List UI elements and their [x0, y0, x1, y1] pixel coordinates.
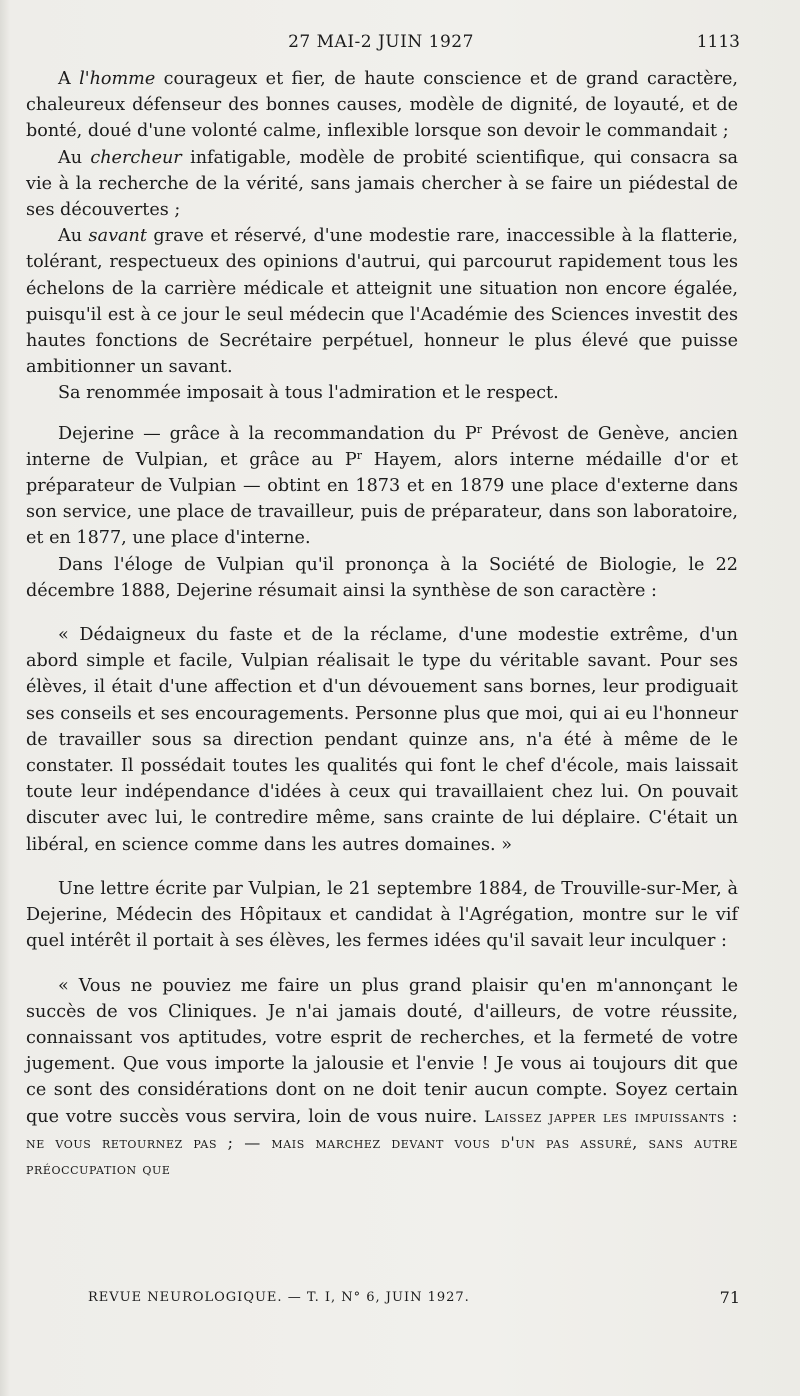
emphasis-savant: savant	[88, 226, 147, 247]
quotation-letter	[26, 973, 738, 1183]
running-header	[22, 32, 740, 54]
header-page-number: 1113	[696, 32, 740, 52]
intro-word: Au	[58, 147, 83, 168]
header-dateline: 27 MAI-2 JUIN 1927	[288, 32, 474, 52]
paragraph-lettre: Une lettre écrite par Vulpian, le 21 septembre 1884, de Trouville-sur-Mer, à Dejerine, Médecin des Hôpitaux et candidat à l'Agrégation, montre sur le vif quel intérêt il portait à ses élèves, les fermes idées qu'il savait leur inculquer :	[26, 878, 738, 952]
paragraph-savant	[26, 223, 738, 380]
paragraph-text: Hayem, alors interne médaille d'or et préparateur de Vulpian — obtint en 1873 et en 1879 une place d'externe dans son service, une place de travailleur, puis de préparateur, dans son laboratoire, et en 1877, une place d'interne.	[26, 449, 739, 549]
paragraph-dejerine-career	[26, 421, 738, 552]
paragraph-eloge: Dans l'éloge de Vulpian qu'il prononça à la Société de Biologie, le 22 décembre 1888, Dejerine résumait ainsi la synthèse de son caractère :	[26, 554, 738, 601]
paragraph-homme	[26, 66, 738, 145]
paragraph-chercheur	[26, 145, 738, 224]
paragraph-text: courageux et fier, de haute conscience et de grand caractère, chaleureux défenseur des bonnes causes, modèle de dignité, de loyauté, et de bonté, doué d'une volonté calme, inflexible lorsque son devoir le commandait ;	[26, 69, 738, 142]
paragraph-text: infatigable, modèle de probité scientifique, qui consacra sa vie à la recherche de la vérité, sans jamais chercher à se faire un piédestal de ses découvertes ;	[26, 147, 738, 221]
running-footer	[88, 1290, 740, 1312]
superscript: r	[356, 448, 363, 462]
page-body	[26, 66, 738, 1182]
paragraph-renommee: Sa renommée imposait à tous l'admiration et le respect.	[58, 383, 559, 404]
small-caps-text: Laissez japper les impuissants : ne vous retournez pas ; — mais marchez devant vous d'un pas assuré, sans autre préoccupation que	[26, 1106, 738, 1178]
paragraph-text: « Vous ne pouviez me faire un plus grand plaisir qu'en m'annonçant le succès de vos Cliniques. Je n'ai jamais douté, d'ailleurs, de votre réussite, connaissant vos aptitudes, votre esprit de recherches, et la fermeté de votre jugement. Que vous importe la jalousie et l'envie ! Je vous ai toujours dit que ce sont des considérations dont on ne doit tenir aucun compte. Soyez certain que votre succès vous servira, loin de vous nuire.	[26, 975, 738, 1127]
paragraph-text: grave et réservé, d'une modestie rare, inaccessible à la flatterie, tolérant, respectueux des opinions d'autrui, qui parcourut rapidement tous les échelons de la carrière médicale et atteignit une situation non encore égalée, puisqu'il est à ce jour le seul médecin que l'Académie des Sciences investit des hautes fonctions de Secrétaire perpétuel, honneur le plus élevé que puisse ambitionner un savant.	[26, 226, 739, 378]
emphasis-homme: l'homme	[79, 69, 156, 89]
quotation-vulpian: « Dédaigneux du faste et de la réclame, d'une modestie extrême, d'un abord simple et facile, Vulpian réalisait le type du véritable savant. Pour ses élèves, il était d'une affection et d'un dévouement sans bornes, leur prodiguait ses conseils et ses encouragements. Personne plus que moi, qui ai eu l'honneur de travailler sous sa direction pendant quinze ans, n'a été à même de le constater. Il possédait toutes les qualités qui font le chef d'école, mais laissait toute leur indépendance d'idées à ceux qui travaillaient chez lui. On pouvait discuter avec lui, le contredire même, sans crainte de lui déplaire. C'était un libéral, en science comme dans les autres domaines. »	[26, 625, 738, 855]
footer-page-number: 71	[719, 1288, 740, 1307]
intro-word: Au	[58, 226, 83, 247]
superscript: r	[476, 422, 482, 436]
paragraph-text: Prévost de Genève, ancien interne de Vulpian, et grâce au P	[26, 423, 738, 470]
footer-journal: REVUE NEUROLOGIQUE. — T. I, N° 6, JUIN 1927.	[88, 1290, 470, 1305]
paragraph-text: Dejerine — grâce à la recommandation du P	[58, 423, 477, 444]
emphasis-chercheur: chercheur	[90, 147, 182, 168]
intro-word: A	[58, 69, 71, 89]
